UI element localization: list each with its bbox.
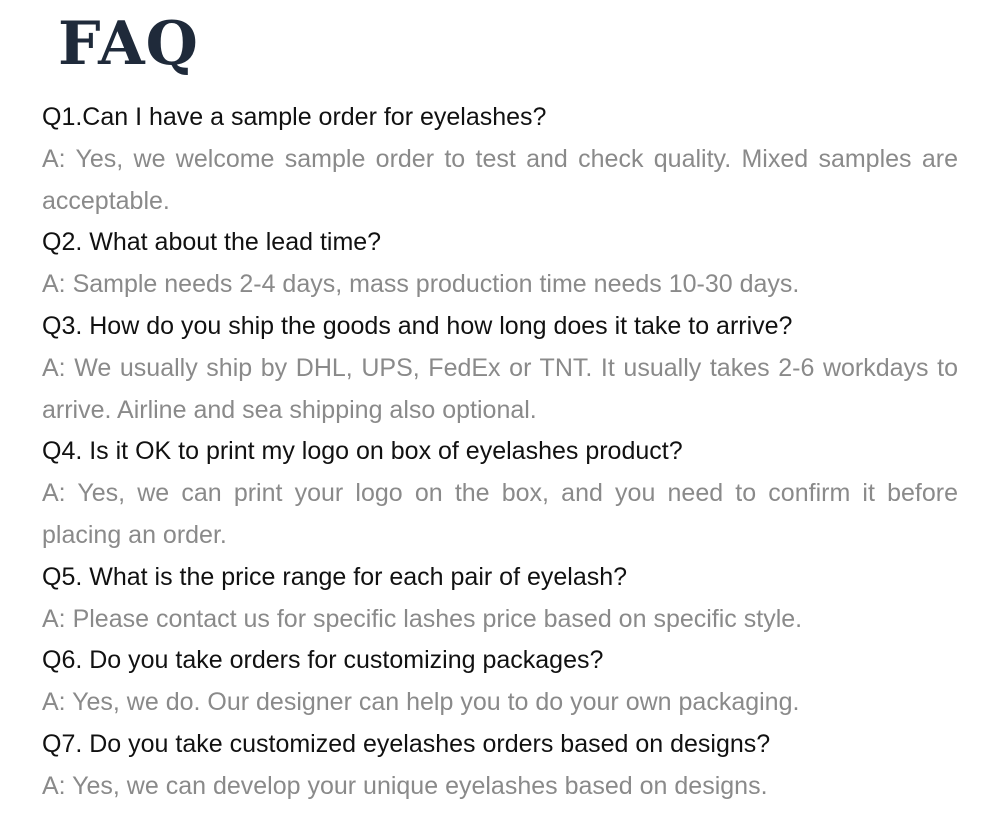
faq-answer-4: A: Yes, we can print your logo on the box, and you need to confirm it before placing an order. bbox=[42, 479, 958, 549]
faq-answer-7: A: Yes, we can develop your unique eyelashes based on designs. bbox=[42, 771, 768, 800]
faq-answer-2: A: Sample needs 2-4 days, mass production time needs 10-30 days. bbox=[42, 270, 800, 299]
faq-question-7: Q7. Do you take customized eyelashes orders based on designs? bbox=[42, 729, 771, 758]
faq-answer-1: A: Yes, we welcome sample order to test and check quality. Mixed samples are acceptable. bbox=[42, 144, 958, 215]
faq-answer-6: A: Yes, we do. Our designer can help you to do your own packaging. bbox=[42, 688, 800, 717]
faq-question-2: Q2. What about the lead time? bbox=[42, 228, 382, 257]
faq-question-4: Q4. Is it OK to print my logo on box of eyelashes product? bbox=[42, 437, 683, 466]
page-title: FAQ bbox=[58, 9, 199, 79]
faq-list bbox=[42, 97, 958, 808]
faq-answer-5: A: Please contact us for specific lashes price based on specific style. bbox=[42, 604, 803, 633]
faq-question-6: Q6. Do you take orders for customizing packages? bbox=[42, 646, 604, 675]
faq-question-5: Q5. What is the price range for each pair of eyelash? bbox=[42, 562, 628, 591]
faq-question-1: Q1.Can I have a sample order for eyelashes? bbox=[42, 103, 547, 131]
faq-question-3: Q3. How do you ship the goods and how long does it take to arrive? bbox=[42, 311, 793, 340]
faq-answer-3: A: We usually ship by DHL, UPS, FedEx or TNT. It usually takes 2-6 workdays to arrive. Airline and sea shipping also optional. bbox=[42, 353, 958, 424]
